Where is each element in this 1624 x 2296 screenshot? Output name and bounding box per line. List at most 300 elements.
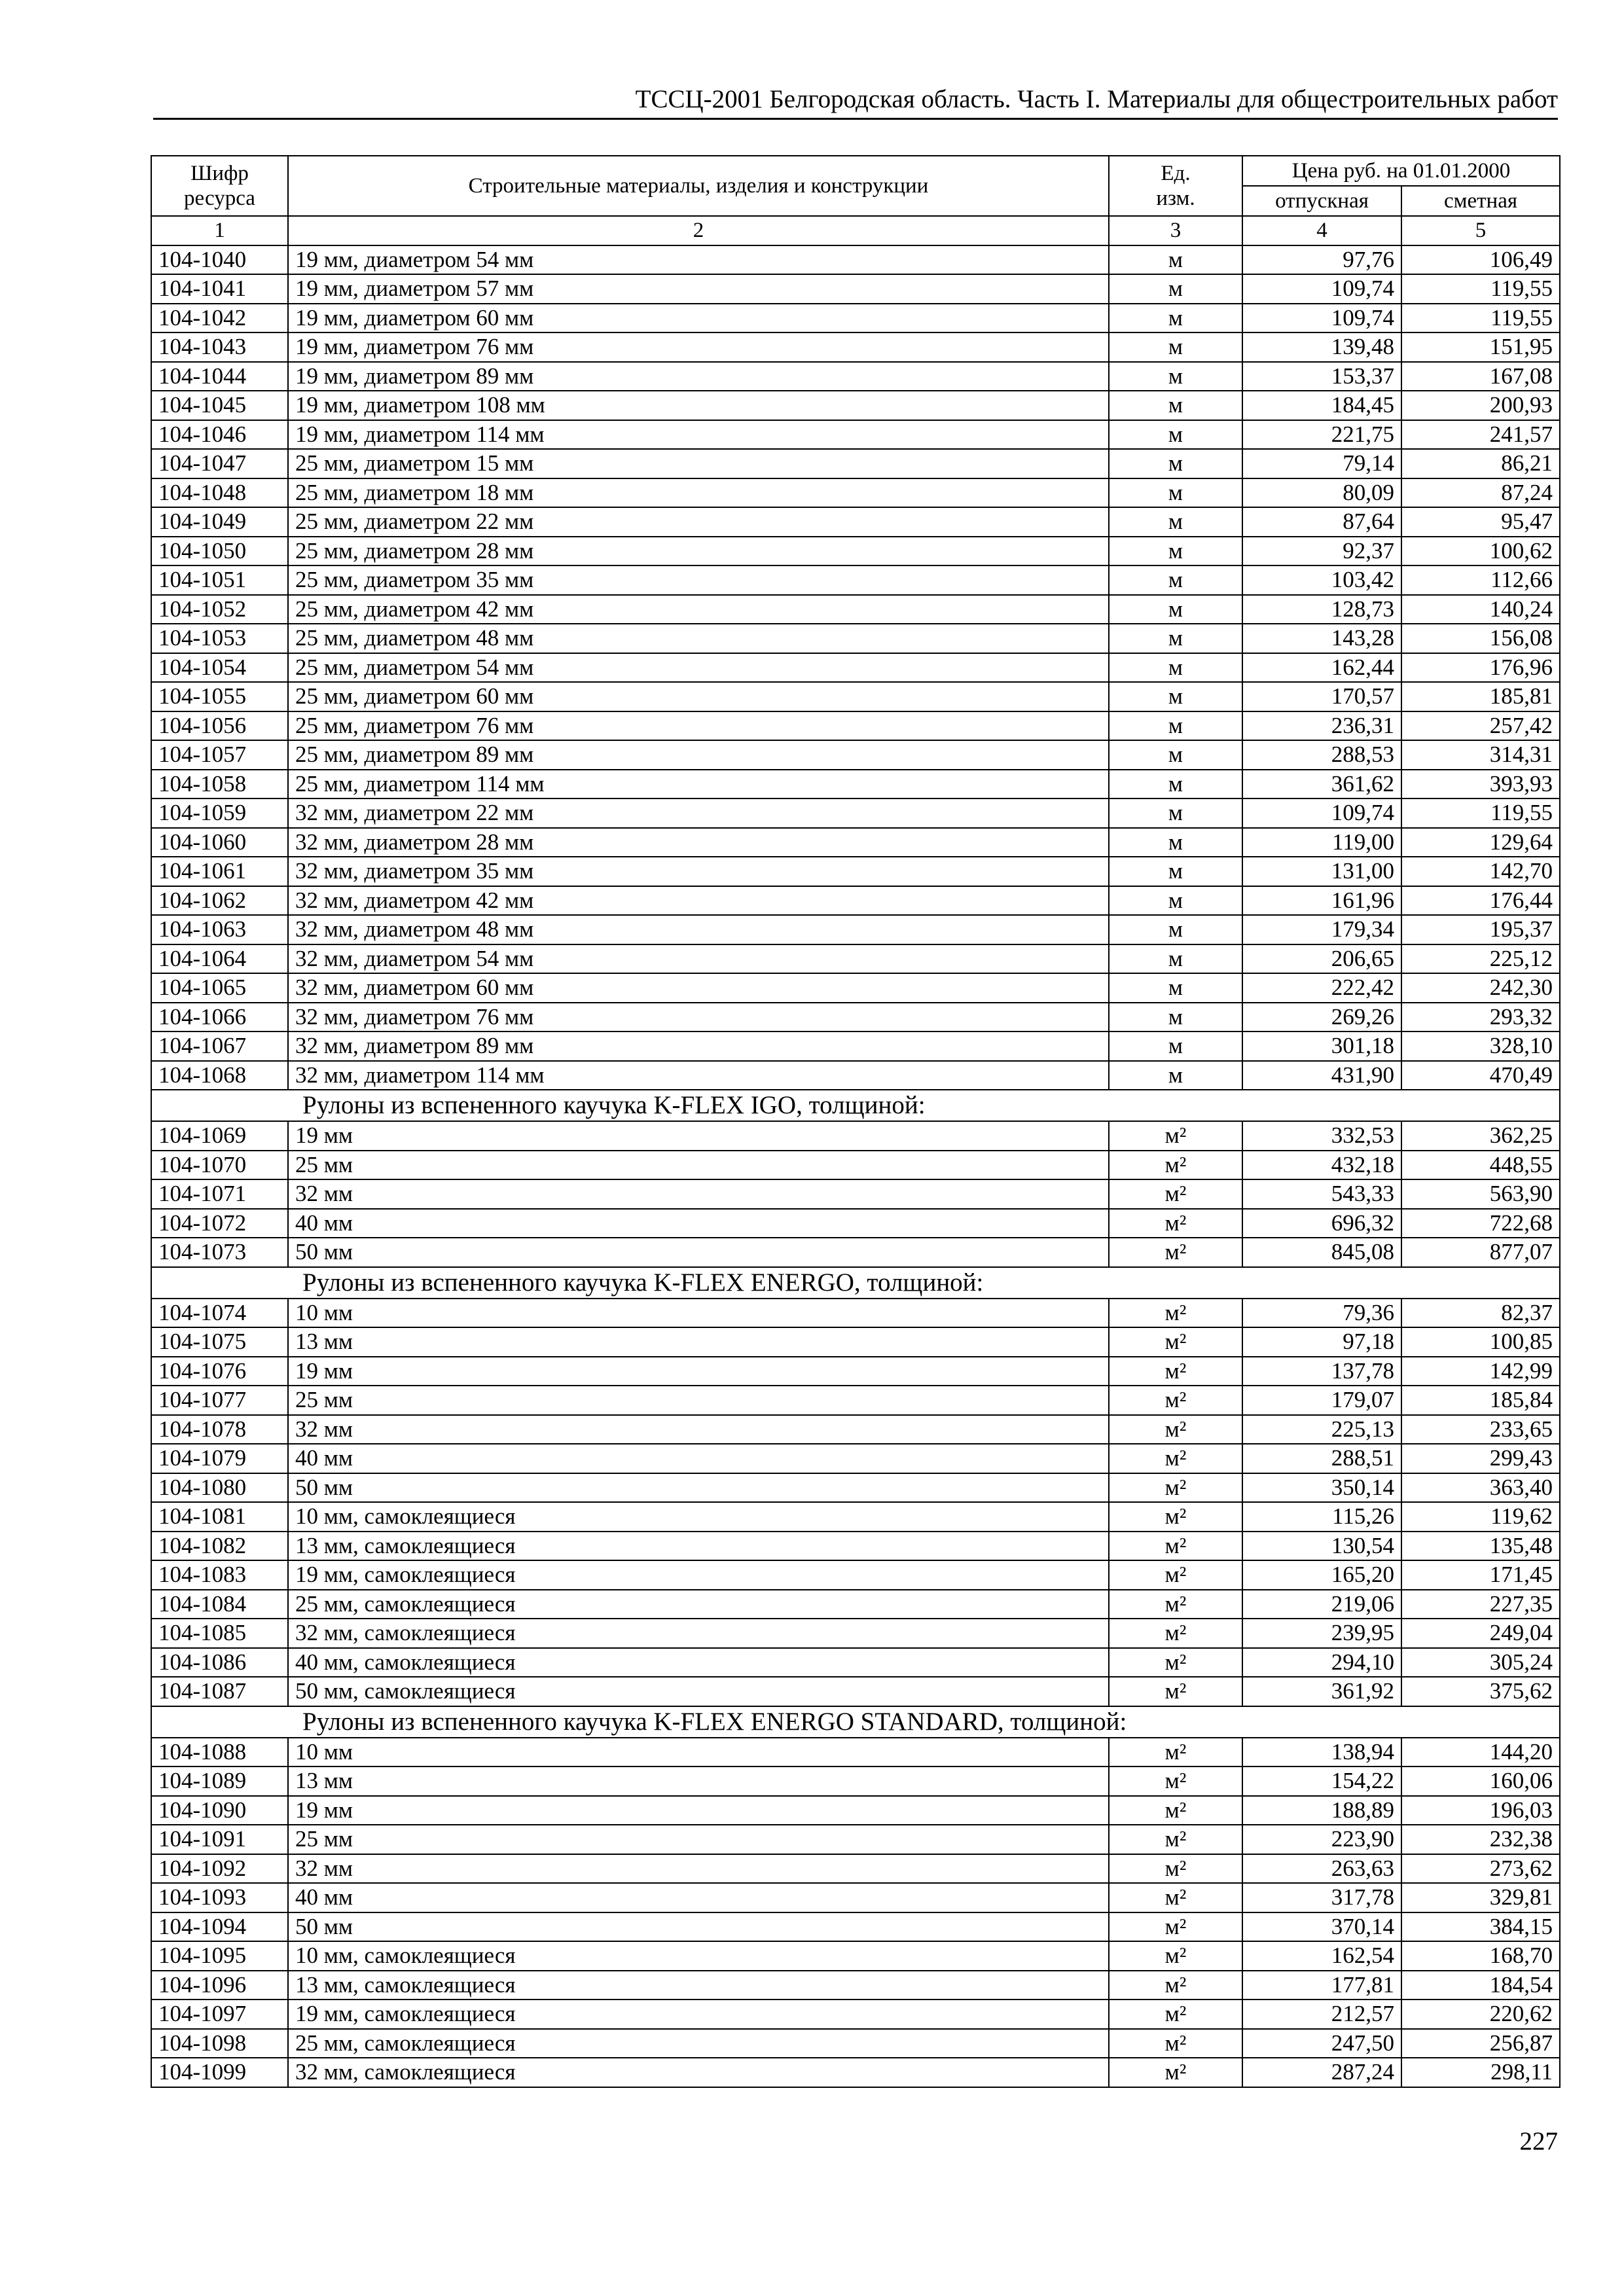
release-price-cell: 177,81 (1242, 1971, 1401, 2000)
table-row (151, 1003, 1560, 1032)
table-row (151, 1590, 1560, 1619)
section-heading: Рулоны из вспененного каучука K-FLEX ENERGO STANDARD, толщиной: (151, 1706, 1560, 1738)
unit-cell: м² (1109, 1502, 1242, 1532)
material-name-cell: 13 мм (288, 1767, 1109, 1796)
section-heading-row (151, 1090, 1560, 1121)
table-row (151, 682, 1560, 711)
resource-code-cell: 104-1060 (151, 828, 288, 857)
release-price-cell: 288,51 (1242, 1444, 1401, 1473)
estimate-price-cell: 142,70 (1401, 857, 1560, 886)
estimate-price-cell: 160,06 (1401, 1767, 1560, 1796)
unit-cell: м (1109, 1031, 1242, 1061)
release-price-cell: 92,37 (1242, 537, 1401, 566)
table-row (151, 1238, 1560, 1267)
estimate-price-cell: 144,20 (1401, 1738, 1560, 1767)
release-price-cell: 188,89 (1242, 1796, 1401, 1825)
estimate-price-cell: 293,32 (1401, 1003, 1560, 1032)
unit-cell: м (1109, 798, 1242, 828)
unit-cell: м² (1109, 1151, 1242, 1180)
table-row (151, 973, 1560, 1003)
release-price-cell: 154,22 (1242, 1767, 1401, 1796)
release-price-cell: 288,53 (1242, 740, 1401, 770)
unit-cell: м (1109, 274, 1242, 304)
table-row (151, 653, 1560, 683)
table-row (151, 1031, 1560, 1061)
resource-code-cell: 104-1094 (151, 1912, 288, 1942)
release-price-cell: 432,18 (1242, 1151, 1401, 1180)
material-name-cell: 19 мм, диаметром 57 мм (288, 274, 1109, 304)
resource-code-cell: 104-1093 (151, 1883, 288, 1912)
material-name-cell: 13 мм, самоклеящиеся (288, 1971, 1109, 2000)
release-price-cell: 317,78 (1242, 1883, 1401, 1912)
material-name-cell: 19 мм, диаметром 60 мм (288, 304, 1109, 333)
table-row (151, 1502, 1560, 1532)
unit-cell: м (1109, 304, 1242, 333)
resource-code-cell: 104-1067 (151, 1031, 288, 1061)
estimate-price-cell: 393,93 (1401, 770, 1560, 799)
table-row (151, 1299, 1560, 1328)
resource-code-cell: 104-1047 (151, 449, 288, 478)
estimate-price-cell: 298,11 (1401, 2058, 1560, 2087)
material-name-cell: 40 мм (288, 1444, 1109, 1473)
table-row (151, 1061, 1560, 1090)
estimate-price-cell: 232,38 (1401, 1825, 1560, 1854)
release-price-cell: 97,18 (1242, 1327, 1401, 1357)
release-price-cell: 138,94 (1242, 1738, 1401, 1767)
estimate-price-cell: 299,43 (1401, 1444, 1560, 1473)
estimate-price-cell: 185,81 (1401, 682, 1560, 711)
release-price-cell: 130,54 (1242, 1532, 1401, 1561)
release-price-cell: 301,18 (1242, 1031, 1401, 1061)
estimate-price-cell: 242,30 (1401, 973, 1560, 1003)
table-row (151, 2029, 1560, 2058)
release-price-cell: 219,06 (1242, 1590, 1401, 1619)
estimate-price-cell: 257,42 (1401, 711, 1560, 741)
unit-cell: м (1109, 1061, 1242, 1090)
price-table (151, 155, 1561, 2088)
release-price-cell: 212,57 (1242, 2000, 1401, 2029)
material-name-cell: 10 мм (288, 1738, 1109, 1767)
resource-code-cell: 104-1052 (151, 595, 288, 624)
table-row (151, 828, 1560, 857)
resource-code-cell: 104-1058 (151, 770, 288, 799)
material-name-cell: 13 мм (288, 1327, 1109, 1357)
resource-code-cell: 104-1069 (151, 1121, 288, 1151)
estimate-price-cell: 129,64 (1401, 828, 1560, 857)
estimate-price-cell: 112,66 (1401, 565, 1560, 595)
resource-code-cell: 104-1065 (151, 973, 288, 1003)
resource-code-cell: 104-1050 (151, 537, 288, 566)
unit-cell: м (1109, 886, 1242, 916)
resource-code-cell: 104-1042 (151, 304, 288, 333)
resource-code-cell: 104-1059 (151, 798, 288, 828)
unit-cell: м (1109, 245, 1242, 275)
material-name-cell: 10 мм, самоклеящиеся (288, 1941, 1109, 1971)
unit-cell: м (1109, 362, 1242, 391)
unit-cell: м² (1109, 1677, 1242, 1706)
table-row (151, 1796, 1560, 1825)
unit-cell: м² (1109, 1648, 1242, 1677)
unit-cell: м² (1109, 1357, 1242, 1386)
release-price-cell: 361,62 (1242, 770, 1401, 799)
unit-cell: м² (1109, 1854, 1242, 1884)
unit-cell: м (1109, 595, 1242, 624)
release-price-cell: 87,64 (1242, 507, 1401, 537)
release-price-cell: 115,26 (1242, 1502, 1401, 1532)
material-name-cell: 25 мм (288, 1386, 1109, 1415)
material-name-cell: 25 мм, диаметром 54 мм (288, 653, 1109, 683)
release-price-cell: 222,42 (1242, 973, 1401, 1003)
material-name-cell: 19 мм, самоклеящиеся (288, 1560, 1109, 1590)
page-number: 227 (1519, 2127, 1558, 2155)
unit-cell: м (1109, 828, 1242, 857)
release-price-cell: 350,14 (1242, 1473, 1401, 1503)
material-name-cell: 32 мм (288, 1854, 1109, 1884)
table-row (151, 857, 1560, 886)
resource-code-cell: 104-1040 (151, 245, 288, 275)
release-price-cell: 370,14 (1242, 1912, 1401, 1942)
table-row (151, 507, 1560, 537)
unit-cell: м (1109, 944, 1242, 974)
table-row (151, 1473, 1560, 1503)
resource-code-cell: 104-1068 (151, 1061, 288, 1090)
table-row (151, 1883, 1560, 1912)
material-name-cell: 50 мм, самоклеящиеся (288, 1677, 1109, 1706)
material-name-cell: 25 мм, диаметром 35 мм (288, 565, 1109, 595)
material-name-cell: 40 мм (288, 1209, 1109, 1238)
table-row (151, 1532, 1560, 1561)
release-price-cell: 128,73 (1242, 595, 1401, 624)
release-price-cell: 179,07 (1242, 1386, 1401, 1415)
table-row (151, 478, 1560, 508)
table-row (151, 798, 1560, 828)
col-header-price: Цена руб. на 01.01.2000 (1242, 156, 1560, 186)
estimate-price-cell: 119,55 (1401, 274, 1560, 304)
table-row (151, 1179, 1560, 1209)
estimate-price-cell: 448,55 (1401, 1151, 1560, 1180)
resource-code-cell: 104-1082 (151, 1532, 288, 1561)
table-row (151, 1327, 1560, 1357)
material-name-cell: 19 мм, диаметром 108 мм (288, 391, 1109, 420)
material-name-cell: 32 мм, диаметром 114 мм (288, 1061, 1109, 1090)
unit-cell: м (1109, 1003, 1242, 1032)
unit-cell: м² (1109, 1767, 1242, 1796)
estimate-price-cell: 314,31 (1401, 740, 1560, 770)
release-price-cell: 223,90 (1242, 1825, 1401, 1854)
table-row (151, 1677, 1560, 1706)
release-price-cell: 80,09 (1242, 478, 1401, 508)
resource-code-cell: 104-1078 (151, 1415, 288, 1444)
release-price-cell: 97,76 (1242, 245, 1401, 275)
resource-code-cell: 104-1079 (151, 1444, 288, 1473)
unit-cell: м² (1109, 1619, 1242, 1648)
estimate-price-cell: 225,12 (1401, 944, 1560, 974)
estimate-price-cell: 877,07 (1401, 1238, 1560, 1267)
table-row (151, 886, 1560, 916)
unit-cell: м (1109, 332, 1242, 362)
resource-code-cell: 104-1081 (151, 1502, 288, 1532)
release-price-cell: 543,33 (1242, 1179, 1401, 1209)
material-name-cell: 50 мм (288, 1238, 1109, 1267)
estimate-price-cell: 100,62 (1401, 537, 1560, 566)
estimate-price-cell: 470,49 (1401, 1061, 1560, 1090)
estimate-price-cell: 722,68 (1401, 1209, 1560, 1238)
resource-code-cell: 104-1083 (151, 1560, 288, 1590)
unit-cell: м (1109, 420, 1242, 450)
table-row (151, 1648, 1560, 1677)
material-name-cell: 50 мм (288, 1473, 1109, 1503)
unit-cell: м² (1109, 1473, 1242, 1503)
section-heading-row (151, 1706, 1560, 1738)
material-name-cell: 19 мм (288, 1121, 1109, 1151)
section-heading-row (151, 1267, 1560, 1299)
page-header-title: ТССЦ-2001 Белгородская область. Часть I. Материалы для общестроительных работ (635, 85, 1558, 113)
release-price-cell: 239,95 (1242, 1619, 1401, 1648)
unit-cell: м (1109, 507, 1242, 537)
table-row (151, 449, 1560, 478)
resource-code-cell: 104-1080 (151, 1473, 288, 1503)
resource-code-cell: 104-1043 (151, 332, 288, 362)
table-row (151, 2000, 1560, 2029)
estimate-price-cell: 86,21 (1401, 449, 1560, 478)
release-price-cell: 109,74 (1242, 304, 1401, 333)
table-row (151, 1121, 1560, 1151)
resource-code-cell: 104-1064 (151, 944, 288, 974)
estimate-price-cell: 329,81 (1401, 1883, 1560, 1912)
table-row (151, 944, 1560, 974)
material-name-cell: 19 мм, самоклеящиеся (288, 2000, 1109, 2029)
release-price-cell: 162,54 (1242, 1941, 1401, 1971)
resource-code-cell: 104-1095 (151, 1941, 288, 1971)
estimate-price-cell: 119,55 (1401, 798, 1560, 828)
release-price-cell: 225,13 (1242, 1415, 1401, 1444)
unit-cell: м² (1109, 1327, 1242, 1357)
table-row (151, 711, 1560, 741)
release-price-cell: 119,00 (1242, 828, 1401, 857)
resource-code-cell: 104-1084 (151, 1590, 288, 1619)
table-row (151, 1357, 1560, 1386)
estimate-price-cell: 362,25 (1401, 1121, 1560, 1151)
resource-code-cell: 104-1088 (151, 1738, 288, 1767)
estimate-price-cell: 184,54 (1401, 1971, 1560, 2000)
unit-cell: м (1109, 391, 1242, 420)
resource-code-cell: 104-1057 (151, 740, 288, 770)
resource-code-cell: 104-1056 (151, 711, 288, 741)
resource-code-cell: 104-1053 (151, 624, 288, 653)
unit-cell: м (1109, 565, 1242, 595)
resource-code-cell: 104-1073 (151, 1238, 288, 1267)
estimate-price-cell: 249,04 (1401, 1619, 1560, 1648)
release-price-cell: 79,14 (1242, 449, 1401, 478)
resource-code-cell: 104-1048 (151, 478, 288, 508)
estimate-price-cell: 167,08 (1401, 362, 1560, 391)
material-name-cell: 40 мм, самоклеящиеся (288, 1648, 1109, 1677)
release-price-cell: 165,20 (1242, 1560, 1401, 1590)
material-name-cell: 25 мм, диаметром 18 мм (288, 478, 1109, 508)
release-price-cell: 184,45 (1242, 391, 1401, 420)
estimate-price-cell: 200,93 (1401, 391, 1560, 420)
estimate-price-cell: 100,85 (1401, 1327, 1560, 1357)
table-row (151, 915, 1560, 944)
resource-code-cell: 104-1070 (151, 1151, 288, 1180)
table-row (151, 595, 1560, 624)
material-name-cell: 32 мм, диаметром 42 мм (288, 886, 1109, 916)
resource-code-cell: 104-1054 (151, 653, 288, 683)
col-number-1: 1 (151, 216, 288, 245)
resource-code-cell: 104-1055 (151, 682, 288, 711)
release-price-cell: 845,08 (1242, 1238, 1401, 1267)
material-name-cell: 32 мм, диаметром 22 мм (288, 798, 1109, 828)
resource-code-cell: 104-1077 (151, 1386, 288, 1415)
material-name-cell: 32 мм (288, 1179, 1109, 1209)
release-price-cell: 361,92 (1242, 1677, 1401, 1706)
estimate-price-cell: 142,99 (1401, 1357, 1560, 1386)
unit-cell: м (1109, 537, 1242, 566)
release-price-cell: 332,53 (1242, 1121, 1401, 1151)
resource-code-cell: 104-1072 (151, 1209, 288, 1238)
table-row (151, 1386, 1560, 1415)
estimate-price-cell: 384,15 (1401, 1912, 1560, 1942)
material-name-cell: 32 мм, диаметром 28 мм (288, 828, 1109, 857)
estimate-price-cell: 140,24 (1401, 595, 1560, 624)
resource-code-cell: 104-1098 (151, 2029, 288, 2058)
unit-cell: м² (1109, 1209, 1242, 1238)
resource-code-cell: 104-1085 (151, 1619, 288, 1648)
release-price-cell: 143,28 (1242, 624, 1401, 653)
table-head (151, 156, 1560, 245)
unit-cell: м (1109, 711, 1242, 741)
unit-cell: м² (1109, 2029, 1242, 2058)
release-price-cell: 236,31 (1242, 711, 1401, 741)
section-heading: Рулоны из вспененного каучука K-FLEX IGO, толщиной: (151, 1090, 1560, 1121)
material-name-cell: 25 мм (288, 1151, 1109, 1180)
unit-cell: м² (1109, 1444, 1242, 1473)
resource-code-cell: 104-1092 (151, 1854, 288, 1884)
release-price-cell: 131,00 (1242, 857, 1401, 886)
material-name-cell: 19 мм, диаметром 54 мм (288, 245, 1109, 275)
estimate-price-cell: 563,90 (1401, 1179, 1560, 1209)
release-price-cell: 221,75 (1242, 420, 1401, 450)
resource-code-cell: 104-1074 (151, 1299, 288, 1328)
table-row (151, 537, 1560, 566)
estimate-price-cell: 168,70 (1401, 1941, 1560, 1971)
table-row (151, 362, 1560, 391)
col-header-code: Шифр ресурса (151, 156, 288, 216)
estimate-price-cell: 176,44 (1401, 886, 1560, 916)
table-body (151, 245, 1560, 2087)
material-name-cell: 25 мм, самоклеящиеся (288, 1590, 1109, 1619)
material-name-cell: 40 мм (288, 1883, 1109, 1912)
unit-cell: м² (1109, 1825, 1242, 1854)
material-name-cell: 19 мм (288, 1357, 1109, 1386)
table-row (151, 1767, 1560, 1796)
col-header-estimate: сметная (1401, 186, 1560, 216)
release-price-cell: 263,63 (1242, 1854, 1401, 1884)
release-price-cell: 109,74 (1242, 274, 1401, 304)
table-row (151, 332, 1560, 362)
material-name-cell: 19 мм, диаметром 76 мм (288, 332, 1109, 362)
resource-code-cell: 104-1041 (151, 274, 288, 304)
estimate-price-cell: 119,55 (1401, 304, 1560, 333)
unit-cell: м² (1109, 1532, 1242, 1561)
material-name-cell: 25 мм (288, 1825, 1109, 1854)
unit-cell: м² (1109, 1796, 1242, 1825)
col-number-5: 5 (1401, 216, 1560, 245)
release-price-cell: 269,26 (1242, 1003, 1401, 1032)
resource-code-cell: 104-1051 (151, 565, 288, 595)
resource-code-cell: 104-1096 (151, 1971, 288, 2000)
material-name-cell: 25 мм, диаметром 89 мм (288, 740, 1109, 770)
material-name-cell: 32 мм, диаметром 76 мм (288, 1003, 1109, 1032)
table-row (151, 274, 1560, 304)
resource-code-cell: 104-1049 (151, 507, 288, 537)
resource-code-cell: 104-1076 (151, 1357, 288, 1386)
material-name-cell: 25 мм, диаметром 28 мм (288, 537, 1109, 566)
resource-code-cell: 104-1090 (151, 1796, 288, 1825)
material-name-cell: 50 мм (288, 1912, 1109, 1942)
unit-cell: м² (1109, 1299, 1242, 1328)
table-row (151, 1151, 1560, 1180)
material-name-cell: 32 мм, диаметром 89 мм (288, 1031, 1109, 1061)
material-name-cell: 25 мм, диаметром 48 мм (288, 624, 1109, 653)
unit-cell: м² (1109, 2058, 1242, 2087)
unit-cell: м (1109, 682, 1242, 711)
release-price-cell: 137,78 (1242, 1357, 1401, 1386)
release-price-cell: 206,65 (1242, 944, 1401, 974)
unit-cell: м (1109, 449, 1242, 478)
resource-code-cell: 104-1046 (151, 420, 288, 450)
release-price-cell: 247,50 (1242, 2029, 1401, 2058)
estimate-price-cell: 95,47 (1401, 507, 1560, 537)
table-row (151, 1941, 1560, 1971)
estimate-price-cell: 119,62 (1401, 1502, 1560, 1532)
estimate-price-cell: 328,10 (1401, 1031, 1560, 1061)
estimate-price-cell: 241,57 (1401, 420, 1560, 450)
unit-cell: м² (1109, 1738, 1242, 1767)
resource-code-cell: 104-1061 (151, 857, 288, 886)
resource-code-cell: 104-1097 (151, 2000, 288, 2029)
table-row (151, 391, 1560, 420)
material-name-cell: 19 мм, диаметром 89 мм (288, 362, 1109, 391)
table-row (151, 1415, 1560, 1444)
col-number-3: 3 (1109, 216, 1242, 245)
material-name-cell: 19 мм, диаметром 114 мм (288, 420, 1109, 450)
unit-cell: м (1109, 478, 1242, 508)
table-row (151, 1971, 1560, 2000)
release-price-cell: 139,48 (1242, 332, 1401, 362)
material-name-cell: 32 мм (288, 1415, 1109, 1444)
table-row (151, 1560, 1560, 1590)
release-price-cell: 79,36 (1242, 1299, 1401, 1328)
resource-code-cell: 104-1087 (151, 1677, 288, 1706)
table-row (151, 740, 1560, 770)
unit-cell: м² (1109, 1912, 1242, 1942)
material-name-cell: 25 мм, диаметром 15 мм (288, 449, 1109, 478)
section-heading: Рулоны из вспененного каучука K-FLEX ENERGO, толщиной: (151, 1267, 1560, 1299)
col-header-name: Строительные материалы, изделия и конструкции (288, 156, 1109, 216)
material-name-cell: 32 мм, самоклеящиеся (288, 2058, 1109, 2087)
estimate-price-cell: 171,45 (1401, 1560, 1560, 1590)
material-name-cell: 25 мм, диаметром 60 мм (288, 682, 1109, 711)
material-name-cell: 25 мм, диаметром 76 мм (288, 711, 1109, 741)
estimate-price-cell: 363,40 (1401, 1473, 1560, 1503)
material-name-cell: 32 мм, диаметром 60 мм (288, 973, 1109, 1003)
unit-cell: м² (1109, 1121, 1242, 1151)
table-row (151, 1912, 1560, 1942)
release-price-cell: 287,24 (1242, 2058, 1401, 2087)
table-row (151, 1619, 1560, 1648)
resource-code-cell: 104-1063 (151, 915, 288, 944)
